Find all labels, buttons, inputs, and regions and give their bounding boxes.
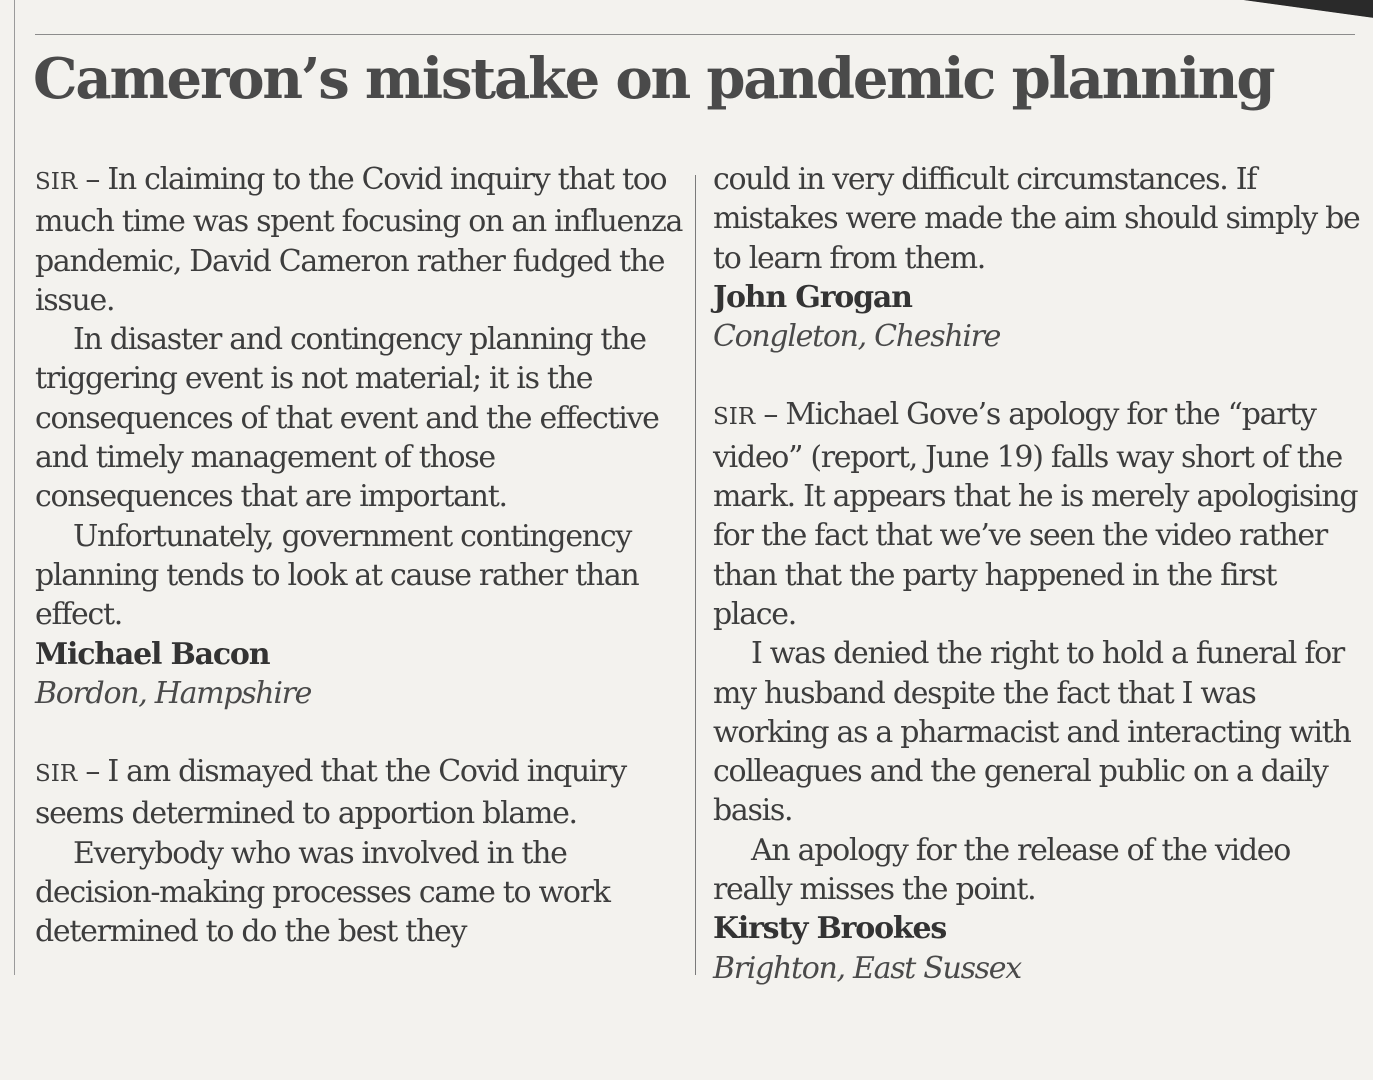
paragraph-text: – I am dismayed that the Covid inquiry seems determined to apportion blame. (35, 754, 626, 832)
scan-corner-shadow (1213, 0, 1373, 22)
letter-location: Bordon, Hampshire (35, 675, 312, 711)
letter-author: John Grogan (713, 279, 912, 315)
top-rule (35, 34, 1355, 35)
letter-paragraph: I was denied the right to hold a funeral for my husband despite the fact that I was working as a pharmacist and interacting with colleagues and the general public on a daily basis. (713, 636, 1351, 829)
letter-1 (35, 160, 685, 713)
salutation: SIR (35, 169, 78, 195)
letter-paragraph (35, 752, 685, 834)
letter-location: Brighton, East Sussex (713, 950, 1021, 986)
letter-paragraph: could in very difficult circumstances. If mistakes were made the aim should simply be to learn from them. (713, 162, 1360, 276)
letter-paragraph: In disaster and contingency planning the triggering event is not material; it is the consequences of that event and the effective and timely management of those consequences that are important. (35, 322, 659, 515)
letter-author: Kirsty Brookes (713, 911, 947, 947)
letter-paragraph: Everybody who was involved in the decision-making processes came to work determined to do the best they (35, 835, 610, 950)
salutation: SIR (713, 404, 756, 431)
left-column-rule (14, 0, 15, 975)
left-column (35, 160, 685, 952)
letter-3 (713, 395, 1363, 987)
letter-paragraph (35, 160, 685, 320)
salutation: SIR (35, 761, 78, 788)
letter-location: Congleton, Cheshire (713, 319, 1001, 355)
paragraph-text: – In claiming to the Covid inquiry that too much time was spent focusing on an influenza pandemic, David Cameron rather fudged the issue. (35, 162, 683, 318)
letter-paragraph (713, 395, 1363, 634)
paragraph-text: – Michael Gove’s apology for the “party video” (report, June 19) falls way short of the mark. It appears that he is merely apologising for the fact that we’ve seen the video rather than that the party happened in the first place. (713, 397, 1358, 632)
letter-2 (35, 752, 685, 951)
letter-paragraph: An apology for the release of the video really misses the point. (713, 832, 1290, 908)
letter-2-continued (713, 160, 1363, 356)
letter-paragraph: Unfortunately, government contingency planning tends to look at cause rather than effect. (35, 518, 639, 633)
letter-author: Michael Bacon (35, 636, 270, 672)
headline: Cameron’s mistake on pandemic planning (33, 46, 1274, 112)
column-divider (695, 175, 696, 975)
right-column (713, 160, 1363, 988)
